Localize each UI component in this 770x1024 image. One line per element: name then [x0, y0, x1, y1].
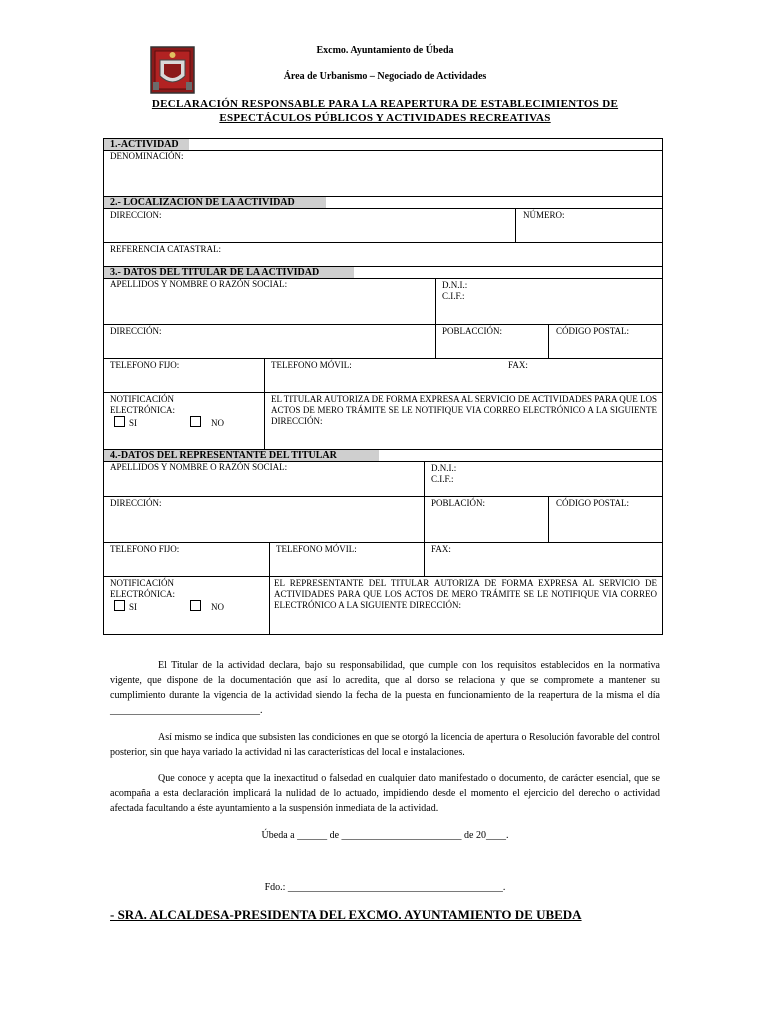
titular-fax-label: FAX:	[508, 360, 528, 370]
repr-poblacion-label: POBLACIÓN:	[431, 498, 486, 508]
repr-autoriza-text: EL REPRESENTANTE DEL TITULAR AUTORIZA DE FORMA EXPRESA AL SERVICIO DE ACTIVIDADES PARA QUE LOS ACTOS DE MERO TRÁMITE SE LE NOTIFIQUE VIA CORREO ELECTRÓNICO A LA SIGUIENTE DIRECCIÓN:	[274, 578, 657, 610]
repr-fax-label: FAX:	[431, 544, 451, 554]
repr-no-label: NO	[211, 602, 224, 612]
repr-cif-label: C.I.F.:	[431, 474, 454, 484]
titular-si-option[interactable]	[114, 416, 137, 429]
titular-nombre-label: APELLIDOS Y NOMBRE O RAZÓN SOCIAL:	[110, 279, 288, 289]
titular-dni-label: D.N.I.:	[442, 280, 468, 290]
repr-fax-field[interactable]	[424, 542, 663, 577]
repr-si-option[interactable]	[114, 600, 137, 613]
denominacion-field[interactable]	[103, 150, 663, 197]
titular-no-option[interactable]	[190, 416, 224, 429]
header-department: Área de Urbanismo – Negociado de Actividades	[283, 71, 487, 82]
titular-autoriza-text: EL TITULAR AUTORIZA DE FORMA EXPRESA AL SERVICIO DE ACTIVIDADES PARA QUE LOS ACTOS DE MERO TRÁMITE SE LE NOTIFIQUE VIA CORREO ELECTRÓNICO A LA SIGUIENTE DIRECCIÓN:	[271, 394, 657, 426]
titular-notificacion-label2: ELECTRÓNICA:	[110, 405, 175, 415]
titular-poblacion-label: POBLACCIÓN:	[442, 326, 503, 336]
titular-notificacion-label1: NOTIFICACIÓN	[110, 394, 174, 404]
titular-cif-label: C.I.F.:	[442, 291, 465, 301]
repr-no-checkbox[interactable]	[190, 600, 201, 611]
repr-direccion-label: DIRECCIÓN:	[110, 498, 162, 508]
repr-notificacion-label2: ELECTRÓNICA:	[110, 589, 175, 599]
addressee-footer: - SRA. ALCALDESA-PRESIDENTA DEL EXCMO. AYUNTAMIENTO DE UBEDA	[110, 907, 582, 922]
repr-no-option[interactable]	[190, 600, 224, 613]
section1-heading: 1.-ACTIVIDAD	[104, 139, 189, 150]
denominacion-label: DENOMINACIÓN:	[110, 151, 184, 161]
repr-si-label: SI	[129, 602, 138, 612]
titular-no-checkbox[interactable]	[190, 416, 201, 427]
titular-dni-field[interactable]	[435, 278, 663, 325]
direccion-field[interactable]	[103, 208, 516, 243]
titular-tel-movil-label: TELEFONO MÓVIL:	[271, 360, 352, 370]
declaration-paragraph-1: El Titular de la actividad declara, bajo su responsabilidad, que cumple con los requisitos establecidos en la normativa vigente, que dispone de la documentación que así lo acredita, que al dorso se relaciona y que se compromete a mantener su cumplimiento durante la vigencia de la actividad siendo la fecha de la puesta en funcionamiento de la reapertura de la misma el día ______________________________.	[110, 660, 660, 716]
repr-nombre-label: APELLIDOS Y NOMBRE O RAZÓN SOCIAL:	[110, 462, 288, 472]
repr-tel-fijo-label: TELEFONO FIJO:	[110, 544, 180, 554]
referencia-catastral-label: REFERENCIA CATASTRAL:	[110, 244, 222, 254]
titular-si-checkbox[interactable]	[114, 416, 125, 427]
document-title-line2: ESPECTÁCULOS PÚBLICOS Y ACTIVIDADES RECREATIVAS	[219, 112, 551, 124]
titular-direccion-label: DIRECCIÓN:	[110, 326, 162, 336]
signature-line[interactable]: Fdo.: ___________________________________________.	[264, 882, 506, 893]
repr-si-checkbox[interactable]	[114, 600, 125, 611]
section2-heading: 2.- LOCALIZACION DE LA ACTIVIDAD	[104, 197, 326, 208]
date-line[interactable]: Úbeda a ______ de ________________________ de 20____.	[261, 830, 509, 841]
titular-cp-label: CÓDIGO POSTAL:	[556, 326, 630, 336]
declaration-paragraph-3: Que conoce y acepta que la inexactitud o falsedad en cualquier dato manifestado o documento, de carácter esencial, que se acompaña a esta declaración implicará la nulidad de lo actuado, impidiendo desde el momento el ejercicio del derecho o actividad afectada facultando a éste ayuntamiento a la suspensión inmediata de la actividad.	[110, 773, 660, 814]
declaration-paragraph-2: Así mismo se indica que subsisten las condiciones en que se otorgó la licencia de apertura o Resolución favorable del control posterior, sin que haya variado la actividad ni las características del local e instalaciones.	[110, 732, 660, 758]
repr-dni-label: D.N.I.:	[431, 463, 457, 473]
titular-no-label: NO	[211, 418, 224, 428]
direccion-label: DIRECCION:	[110, 210, 162, 220]
referencia-catastral-field[interactable]	[103, 242, 663, 267]
document-title-line1: DECLARACIÓN RESPONSABLE PARA LA REAPERTURA DE ESTABLECIMIENTOS DE	[151, 98, 619, 110]
section3-heading: 3.- DATOS DEL TITULAR DE LA ACTIVIDAD	[104, 267, 354, 278]
section4-heading: 4.-DATOS DEL REPRESENTANTE DEL TITULAR	[104, 450, 379, 461]
repr-cp-label: CÓDIGO POSTAL:	[556, 498, 630, 508]
titular-si-label: SI	[129, 418, 138, 428]
repr-notificacion-label1: NOTIFICACIÓN	[110, 578, 174, 588]
repr-dni-field[interactable]	[424, 461, 663, 497]
repr-tel-movil-label: TELEFONO MÓVIL:	[276, 544, 357, 554]
titular-tel-fijo-label: TELEFONO FIJO:	[110, 360, 180, 370]
numero-label: NÚMERO:	[523, 210, 565, 220]
header-institution: Excmo. Ayuntamiento de Úbeda	[316, 45, 454, 56]
